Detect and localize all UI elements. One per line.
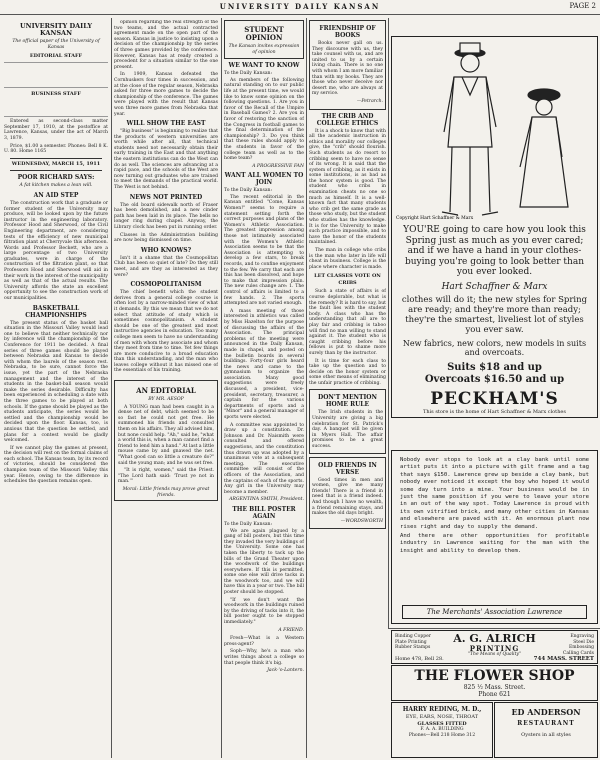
aid-step-heading: AN AID STEP xyxy=(33,191,79,199)
ad-price-overcoats: Overcoats $16.50 and up xyxy=(424,373,565,385)
merchants-body-2: And there are other opportunities for profitable industry in Lawrence waiting for the man with the insight and ability to develop them. xyxy=(400,533,589,554)
cosmopolitanism-heading: COSMOPOLITANISM xyxy=(130,281,202,289)
alrich-motto: "The Means of Quality" xyxy=(467,652,522,657)
ad-store-sub: This store is the home of Hart Schaffner & Marx clothes xyxy=(423,408,566,415)
flower-shop-ad xyxy=(391,665,598,701)
classes-vote-body-2: It is time for each class to take up the question and to decide on the honor system or some other means of eliminating the unfair practice of cribbing. xyxy=(309,358,386,386)
women-join-body: The recent editorial in the Kansan entitled "Come, Kansas Women!" seems to require a statement setting forth the correct purposes and plans of the Women's Athletic Association. The greatest impression among those not intimately associated with the Women's Athletic Association seems to be that the Association is attempting to develop a few stars, to break records, and to confine enjoyment to the few. We carry that each are this has been dissolved, and hope to make that impression plain. The new rules change are: 1. The control of affairs is limited to a few hands. 2. The sports attempted are not varied enough. xyxy=(224,194,304,307)
ad-body-2: New fabrics, new colors, new models in suits and overcoats. xyxy=(402,338,587,357)
aesop-heading: AN EDITORIAL xyxy=(136,386,196,396)
merchants-body: Nobody ever stops to look at a clay bank until some artist puts it into a picture with gilt frame and a tag that says $150. Lawrence grew up beside a clay bank, but nobody ever noticed it except the boy who hoped it would some day turn into a mine. Your business would be in just the same position if you were to leave your store in an out of the way spot. Today Lawrence is proud with its own vitrified brick, and many other cities in Kansas and elsewhere are paved with it. An enormous plant now rises right and day to supply the demand. xyxy=(400,457,589,530)
show-east-heading: WILL SHOW THE EAST xyxy=(126,120,206,128)
friendship-signature: —Petrarch. xyxy=(356,98,383,104)
anderson-ad xyxy=(494,702,598,758)
page-number: PAGE 2 xyxy=(569,2,596,10)
joke-source: Jack-'o-Lantern. xyxy=(267,668,304,674)
paper-subtitle: The official paper of the University of Kansas xyxy=(12,39,100,50)
poor-richard-heading: POOR RICHARD SAYS: xyxy=(17,174,95,182)
anderson-tag: RESTAURANT xyxy=(517,720,575,727)
column-2-intro-2: In 1909, Kansas defeated the Cornhuskers four times in succession, and at the close of the regular season, Nebraska asked for three more games to decide the championship of the conference. The games were played with the result that Kansas won three more games from Nebraska that year. xyxy=(114,72,218,117)
aesop-quote: "It is right, women," said the Priest. "The Lord hath said: 'Trust ye not in man.'" xyxy=(118,468,214,485)
women-join-body-3: A committee was appointed to draw up a constitution. Dr. Johnson and Dr. Naismith were consulted and offered suggestions, and the constitution thus drawn up was adopted by a unanimous vote at a subsequent meeting. The executive committee will consist of the officers of the Association, and the captains of each of the sports. Any girl in the University may become a member. xyxy=(224,422,304,495)
alrich-ad xyxy=(391,630,598,664)
news-not-printed-body: The old board sidewalk north of Fraser has been demolished, and a new cinder path has been laid in its place. The bells no longer ring during chapel. Anyway, the Library clock has been put in running order. xyxy=(114,202,218,230)
rates: Price, $1.00 a semester. Phones: Bell 8 K. U. 80. Home 1165 xyxy=(4,143,108,155)
ad-lead: YOU'RE going to care how you look this Spring just as much as you ever cared; and if we have a hand in your clothes-buying you're going to look better than you ever looked. xyxy=(403,225,586,277)
news-not-printed-body-2: Classes in the Administration building are now being dismissed on time. xyxy=(114,232,218,244)
women-join-salutation: To the Daily Kansan: xyxy=(224,188,273,194)
column-3 xyxy=(224,20,304,756)
student-opinion-box xyxy=(224,20,304,59)
ad-copyright: Copyright Hart Schaffner & Marx xyxy=(396,216,474,221)
want-to-know-signature: A PROGRESSIVE FAN xyxy=(252,163,304,169)
bill-poster-body-2: "If we don't want the woodwork in the buildings ruined by the driving of tacks into it, the bill poster ought to be stopped immediately." xyxy=(224,597,304,626)
joke-answer: Soph—Why, he's a man who writes things about a college so that people think it's big. xyxy=(224,649,304,666)
friendship-heading: FRIENDSHIP OF BOOKS xyxy=(319,25,376,39)
divider xyxy=(10,170,102,171)
bill-poster-salutation: To the Daily Kansan: xyxy=(224,521,273,527)
paper-title: UNIVERSITY DAILY KANSAN xyxy=(19,22,93,37)
man-figure xyxy=(442,43,498,215)
reding-ad xyxy=(391,702,493,758)
student-opinion-subtitle: The Kansan invites expression of opinion xyxy=(228,44,300,55)
column-rule xyxy=(221,18,222,758)
women-join-body-2: A mass meeting of those interested in athletics was called by Miss Hazelton for the purpose of discussing the affairs of the Association. The principal problems of the meeting were announced in the Daily Kansan, made in chapel, and posted on the bulletin boards in several buildings. Forty-four girls heard the news and came to the gymnasium to organize the association. Many good suggestions were freely discussed, a president, vice-president, secretary, treasurer, a captain for the various departments of sports and a "Minor" and a general manager of sports were elected. xyxy=(224,308,304,421)
alrich-name: A. G. ALRICH xyxy=(453,632,536,645)
bill-poster-body: We are again plagued by a gang of bill posters, but this time they invaded the very buildings of the University. Some one has taken the liberty to tack up the bills of the Grand Theater upon the woodwork of the buildings everywhere. If this is permitted, some one else will drive tacks in the woodwork too, and we will have this in a year or two. The bill poster should be stopped. xyxy=(224,528,304,596)
want-to-know-salutation: To the Daily Kansan: xyxy=(224,71,273,77)
flower-shop-name: THE FLOWER SHOP xyxy=(414,668,575,684)
flower-shop-phone: Phone 621 xyxy=(478,691,511,698)
want-to-know-body: As members of the following natural standing on to our public life at the present time, we would like to know some opinion on the following questions. 1. Are you in favor of the Recall of the Umpire in Baseball Games? 2. Are you in favor of restoring the sanction of the Congress in football games to the final determination of the championship? 3. Do you think that these rules should apply to the students in favor of the college team as well as to the home team? xyxy=(224,77,304,162)
home-rule-body: The Irish students in the University are giving a big celebration for St. Patrick's day. A banquet will be given in Myers Hall. The affair promises to be a great success. xyxy=(312,410,383,450)
office-note: Entered as second-class matter September 17, 1910, at the postoffice at Lawrence, Kansas, under the act of March 3, 1879. xyxy=(4,119,108,141)
home-rule-box xyxy=(309,389,386,453)
cosmopolitanism-body: The chief benefit which the student derives from a general college course is often lost by a narrow-minded view of what it demands. By this we mean that we do not select that attitude of study which is sometimes cosmopolitanism. A student should be one of the greatest and most instructive agencies in education. Too many college men seem to have no understanding of men with whom they associate and whom they meet from time to time. Yet few things are more conducive to a broad education than this understanding, and the man who leaves college without it has missed one of the essentials of his training. xyxy=(114,290,218,374)
home-rule-heading: DON'T MENTION HOME RULE xyxy=(318,394,377,409)
merchants-ad xyxy=(391,450,598,624)
alrich-phones: Home 478, Bell 28. xyxy=(395,656,444,662)
reding-name: HARRY REDING, M. D., xyxy=(402,706,482,713)
ad-price-suits: Suits $18 and up xyxy=(447,361,542,373)
crib-body: It is a shock to know that with all the academic instruction in ethics and morality our colleges give, the "crib" should flourish. Such students as do resort to cribbing seem to have no sense of its wrong. It is said that the system of cribbing, as it exists in some institutions, is as bad as the honor system is good. The student who cribs in examination cheats no one so much as himself. It is a well-known fact that many students who crib get the same grade as those who study, but the student who studies has the knowledge. It is for the University to make such practice impossible, and to have the honor of the students maintained. xyxy=(309,128,386,246)
bill-poster-signature: A FRIEND. xyxy=(278,627,304,633)
student-opinion-heading: STUDENT OPINION xyxy=(244,25,284,42)
who-knows-heading: WHO KNOWS? xyxy=(140,246,192,254)
merchants-footer: The Merchants' Association Lawrence xyxy=(402,605,587,619)
column-2 xyxy=(114,20,218,756)
column-4 xyxy=(309,20,386,756)
friendship-box xyxy=(309,20,386,110)
divider xyxy=(10,158,102,159)
reding-line-2: GLASSES FITTED xyxy=(417,720,467,727)
alrich-tag: PRINTING xyxy=(469,644,520,653)
anderson-name: ED ANDERSON xyxy=(511,707,581,717)
editorial-staff-heading: EDITORIAL STAFF xyxy=(29,53,83,60)
bill-poster-heading: THE BILL POSTER AGAIN xyxy=(232,505,296,520)
aesop-box xyxy=(114,380,218,501)
woman-figure xyxy=(520,89,568,207)
anderson-line: Oysters in all styles xyxy=(521,732,571,738)
masthead-rule xyxy=(0,14,600,15)
hart-schaffner-ad xyxy=(391,36,598,418)
classes-vote-body: Such a state of affairs is of course deplorable, but what is the remedy? It is hard to say, but the fault lies with the student body. A class who has the understanding that all are to play fair and cribbing is taboo will find no man willing to stand against it. The student who is caught cribbing before his fellows is put to shame more surely than by the instructor. xyxy=(309,289,386,356)
news-not-printed-heading: NEWS NOT PRINTED xyxy=(129,193,203,201)
old-friends-box xyxy=(309,457,386,530)
reding-line-1: EYE, EARS, NOSE, THROAT xyxy=(405,714,479,720)
column-1 xyxy=(4,20,108,756)
column-rule xyxy=(388,18,389,628)
staff-list-placeholder xyxy=(4,62,108,88)
masthead: UNIVERSITY DAILY KANSAN xyxy=(219,2,381,11)
aid-step-body: The construction work that a graduate or former student of the University may produce, will be looked upon by the future instructor in the engineering laboratory. Professor Hood and Sherwood, of the Civil Engineering department, are considering tests of the efficiency of new municipal filtration plant at Cherryvale this afternoon. Words and Professor Beckett, who are a large percentage of two University graduates, were in charge of the construction of the filtration plant, so that Professors Hood and Sherwood will aid in their work in the interest of the municipality as well as that of the actual results. The University affords the state an excellent opportunity to see the construction work of our municipalities. xyxy=(4,200,108,302)
ad-brand: Hart Schaffner & Marx xyxy=(441,281,548,292)
alrich-address: 744 MASS. STREET xyxy=(533,656,594,662)
old-friends-signature: —WORDSWORTH xyxy=(340,518,383,524)
crib-body-2: The man in college who cribs is the man who later in life will cheat in business. College is the place where character is made. xyxy=(309,248,386,270)
basketball-body: The present status of the basket ball situation in the Missouri Valley would lead one to believe that neither technically nor by inference will the championship of the Conference for 1911 be decided. A final series of three games should be played between Nebraska and Kansas to decide with whom the laurels of the season rest. Nebraska, to be sure, cannot force the issue, yet the part of the Nebraska management and the interest of the students in the basket-ball season would make the series desirable. Difficulty has been experienced in scheduling a date with the three games to be played at both schools. If the game should be played as the students anticipate, the series would be settled and the championship would be decided upon the floor. Kansas, too, is anxious that the question be settled, and plans for a contest would be gladly welcomed. xyxy=(4,320,108,444)
women-join-heading: WANT ALL WOMEN TO JOIN xyxy=(224,172,304,187)
show-east-body: "Big business" is beginning to realize that the products of western universities are worth while after all, that technical students need not necessarily obtain their early training in the East and that anything the eastern institutions can do the West can do as well. The sciences are advancing at a rapid pace, and the schools of the West are now turning out graduates who are trained to meet the demands of the practical world. The West is not behind. xyxy=(114,129,218,191)
crib-heading: THE CRIB AND COLLEGE ETHICS xyxy=(316,112,379,127)
basketball-heading: BASKETBALL CHAMPIONSHIPS xyxy=(25,304,87,319)
column-rule xyxy=(111,18,112,758)
dateline: WEDNESDAY, MARCH 15, 1911 xyxy=(11,160,101,167)
section-rule xyxy=(388,628,600,629)
reding-line-3: F. A. A. BUILDING xyxy=(420,727,464,732)
want-to-know-heading: WE WANT TO KNOW xyxy=(228,62,300,70)
ad-body: clothes will do it; the new styles for Spring are ready; and they're more than ready; they're the smartest, liveliest lot of styles you ever saw. xyxy=(401,294,588,335)
business-staff-heading: BUSINESS STAFF xyxy=(31,91,81,98)
friendship-body: Books never gall on us. They discourse with us, they take counsel with us, and are united to us by a certain living chain. There is no one with whom I am more familiar than with my books. They are those who never deceive nor desert me, who are always at my service. xyxy=(312,41,383,97)
who-knows-body: Isn't it a shame that the Cosmopolitan Club has been so quiet of late? Do they still meet, and are they as interested as they were? xyxy=(114,255,218,278)
old-friends-heading: OLD FRIENDS IN VERSE xyxy=(318,461,377,476)
alrich-right: Engraving Steel Die Embossing Calling Cards xyxy=(562,634,594,656)
old-friends-body: Good times in men and women, give me many friends! There is a friend in need that is a friend indeed. And though I have no wealth, a friend remaining stays, and makes the old days bright. xyxy=(312,477,383,517)
business-list-placeholder xyxy=(4,100,108,117)
column-rule xyxy=(306,18,307,758)
aesop-body: A YOUNG man had been caught in a dense net of debt, which seemed to be so fast he could not get free. He summoned his friends and consulted them on his affairs. They all advised him, but none could help. "Ah," said he, "what a world this is, when a man cannot find a friend to lend him a hand." At last a little mouse came by and gnawed the net. "What good can so little a creature do?" said the young man; and he was set free. xyxy=(118,404,215,466)
basketball-body-2: If we cannot play the games at present, the decision will rest on the formal claims of each school. The Kansas team, by its record of victories, should be considered the champion team of the Missouri Valley this year. Hence, owing to the difference in schedules the question remains open. xyxy=(4,445,108,485)
ad-store-name: PECKHAM'S xyxy=(430,388,559,409)
classes-vote-heading: LET CLASSES VOTE ON CRIBS xyxy=(314,273,381,287)
joke-question: Fresh—What is a Western press-agent? xyxy=(224,636,304,647)
alrich-left: Binding Copper Plate Printing Rubber Stamps xyxy=(395,634,431,650)
poor-richard-quote: A fat kitchen makes a lean will. xyxy=(19,183,93,189)
flower-shop-address: 825 ½ Mass. Street. xyxy=(463,684,526,691)
aesop-moral: Moral: Little friends may prove great friends. xyxy=(122,486,210,498)
women-join-signature: ARGENTINA SMITH, President. xyxy=(229,497,304,503)
column-2-intro: opinion regarding the real strength of the two teams, and the actual contracted agreement made on the open part of the season. Kansas in justice to insisting upon a decision of the championship by the series of three games provided by the conference. However, Kansas has at ready created a precedent for a situation similar to the one present. xyxy=(114,20,218,70)
clothing-illustration xyxy=(392,37,597,222)
reding-line-4: Phones—Bell 218 Home 312 xyxy=(408,733,476,738)
aesop-byline: BY MR. AESOP xyxy=(148,397,184,403)
